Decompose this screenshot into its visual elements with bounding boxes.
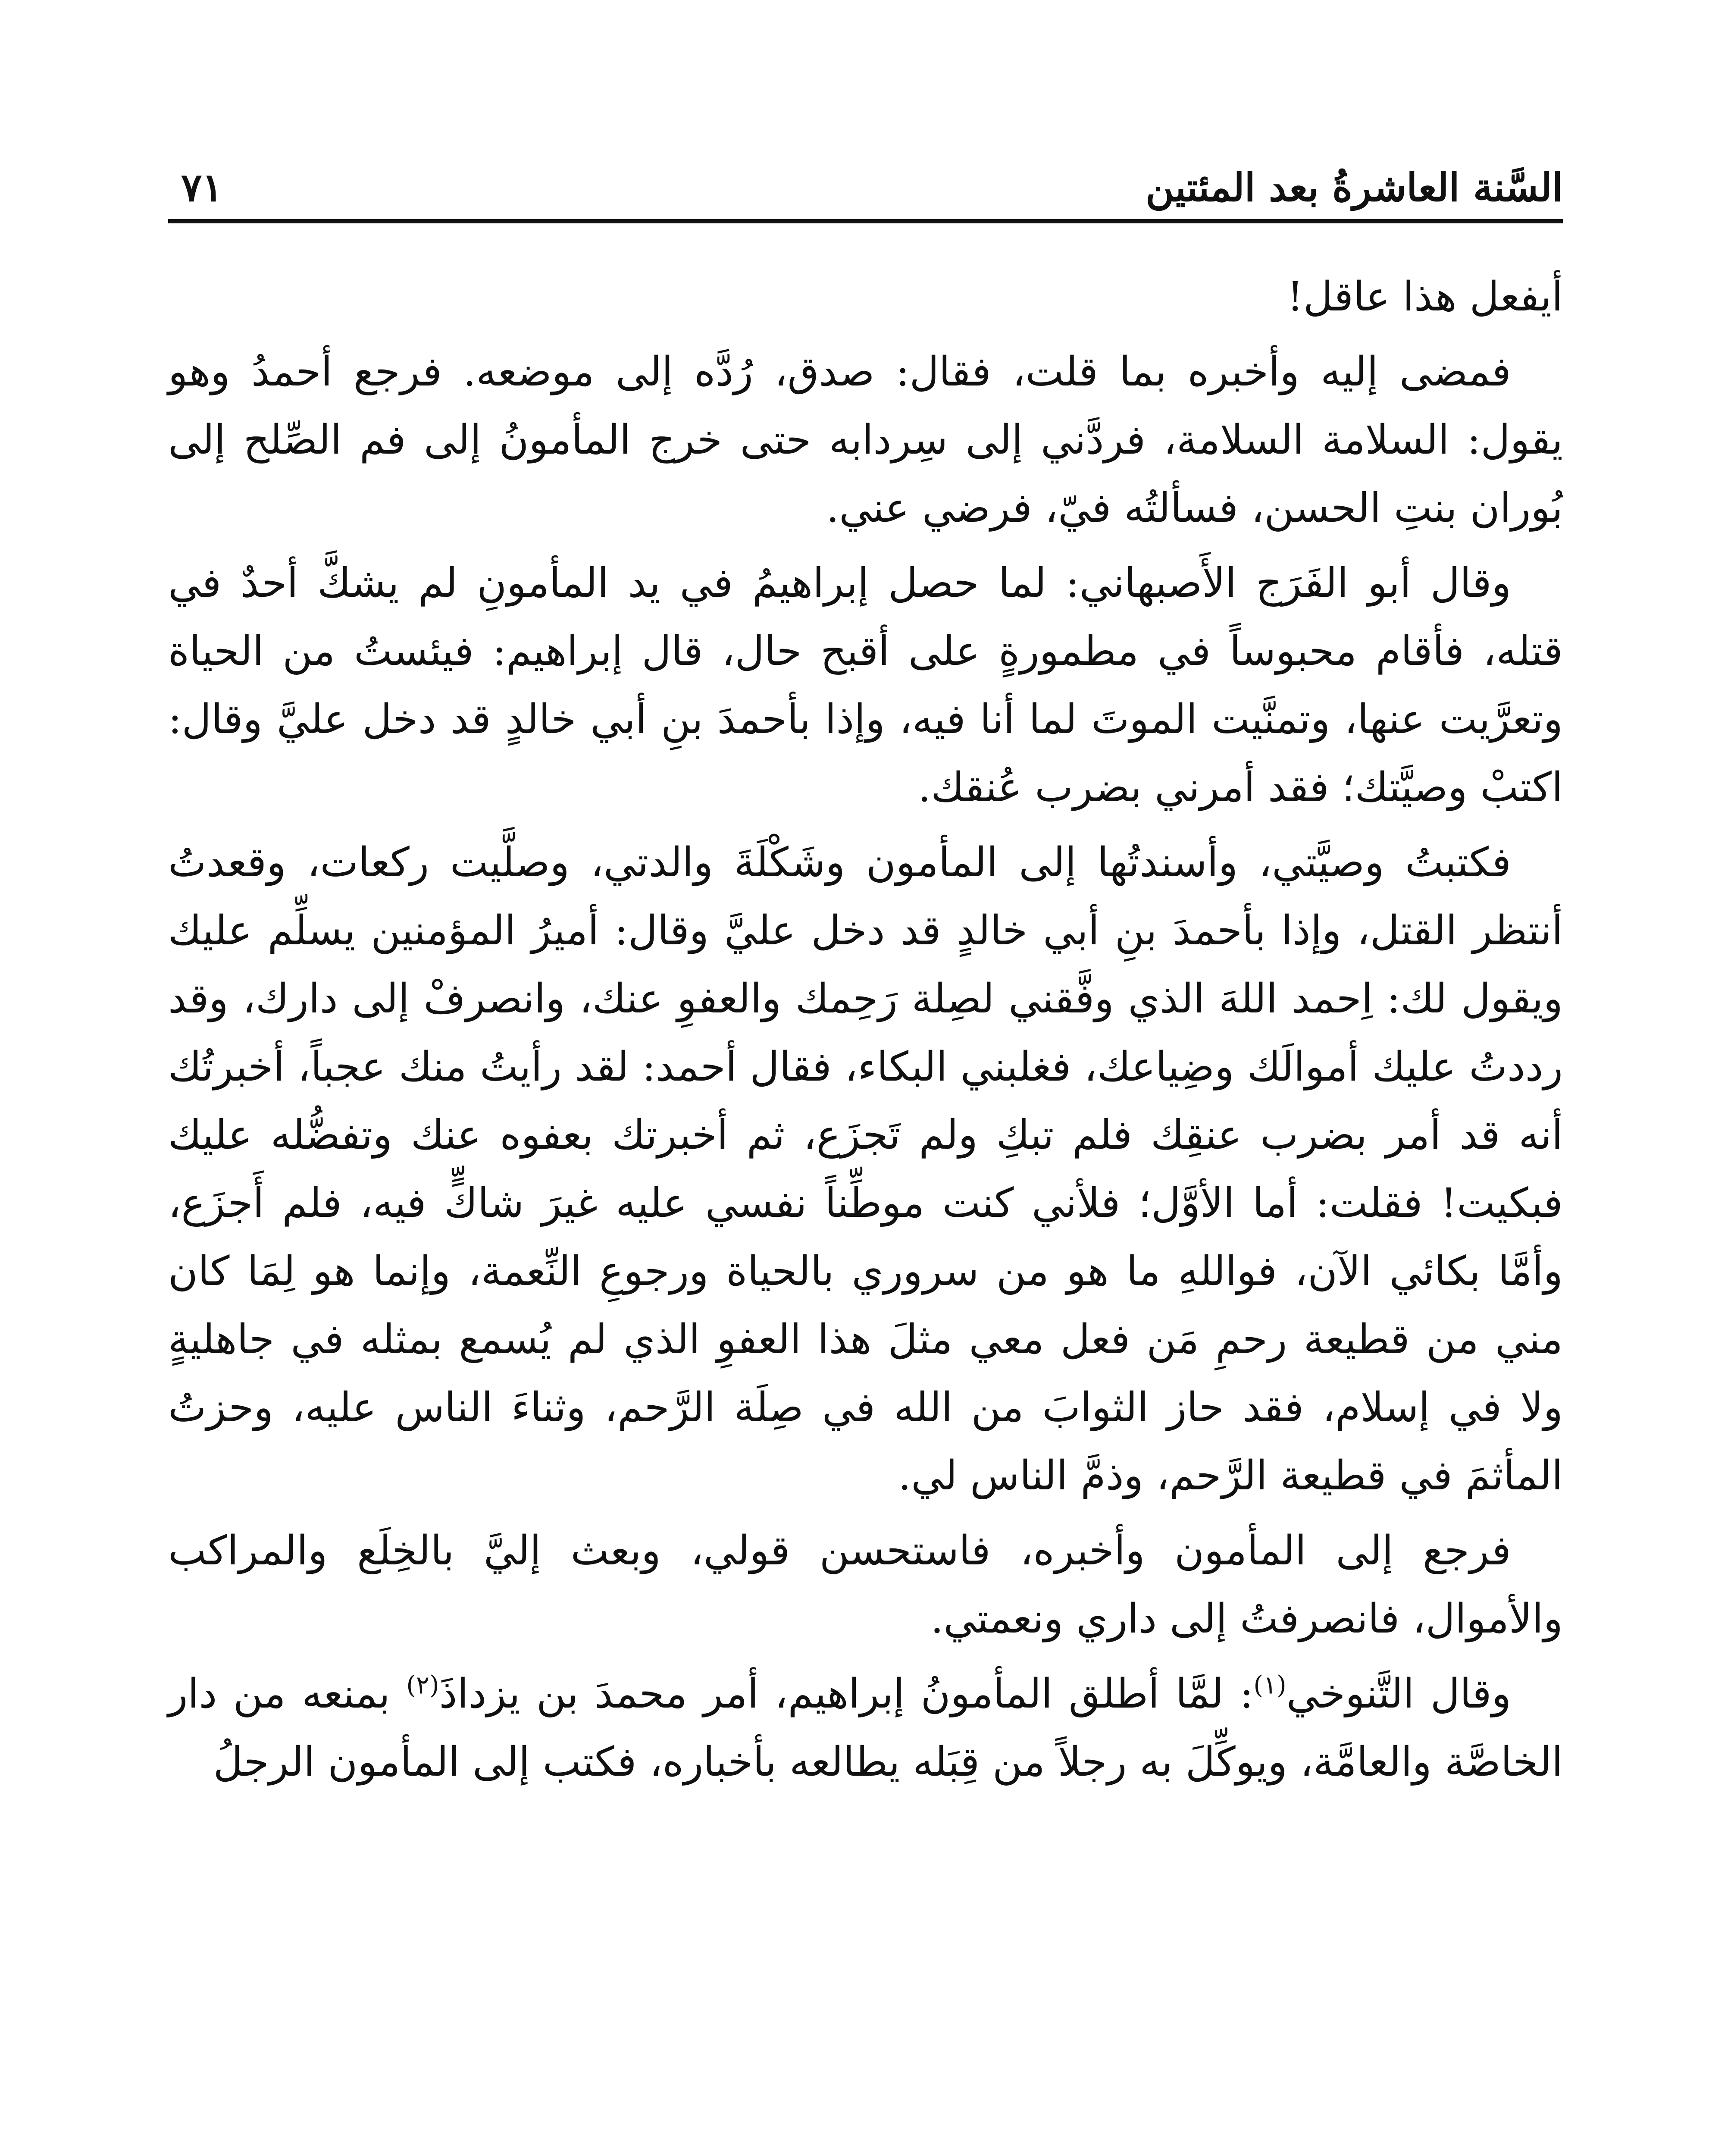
- running-title: السَّنة العاشرةُ بعد المئتين: [1146, 165, 1563, 210]
- paragraph-text: بمنعه من دار الخاصَّة والعامَّة، ويوكِّلَ به رجلاً من قِبَله يطالعه بأخباره، فكتب إلى المأمون الرجلُ: [168, 1670, 1563, 1786]
- paragraph-with-footnotes: [168, 1660, 1563, 1796]
- paragraph: فكتبتُ وصيَّتي، وأسندتُها إلى المأمون وشَكْلَةَ والدتي، وصلَّيت ركعات، وقعدتُ أنتظر القتل، وإذا بأحمدَ بنِ أبي خالدٍ قد دخل عليَّ وقال: أميرُ المؤمنين يسلِّم عليك ويقول لك: اِحمد اللهَ الذي وفَّقني لصِلة رَحِمك والعفوِ عنك، وانصرفْ إلى دارك، وقد رددتُ عليك أموالَك وضِياعك، فغلبني البكاء، فقال أحمد: لقد رأيتُ منك عجباً، أخبرتُك أنه قد أمر بضرب عنقِك فلم تبكِ ولم تَجزَع، ثم أخبرتك بعفوه عنك وتفضُّله عليك فبكيت! فقلت: أما الأوَّل؛ فلأني كنت موطِّناً نفسي عليه غيرَ شاكٍّ فيه، فلم أَجزَع، وأمَّا بكائي الآن، فواللهِ ما هو من سروري بالحياة ورجوعِ النِّعمة، وإنما هو لِمَا كان مني من قطيعة رحمِ مَن فعل معي مثلَ هذا العفوِ الذي لم يُسمع بمثله في جاهليةٍ ولا في إسلام، فقد حاز الثوابَ من الله في صِلَة الرَّحم، وثناءَ الناس عليه، وحزتُ المأثمَ في قطيعة الرَّحم، وذمَّ الناس لي.: [168, 839, 1563, 1499]
- paragraph-text: : لمَّا أطلق المأمونُ إبراهيم، أمر محمدَ بن يزداذَ: [439, 1670, 1254, 1717]
- page-number: ٧١: [181, 165, 223, 210]
- paragraph: أيفعل هذا عاقل!: [1287, 273, 1563, 320]
- paragraph: فرجع إلى المأمون وأخبره، فاستحسن قولي، وبعث إليَّ بالخِلَع والمراكب والأموال، فانصرفتُ إلى داري ونعمتي.: [168, 1527, 1563, 1642]
- paragraph: فمضى إليه وأخبره بما قلت، فقال: صدق، رُدَّه إلى موضعه. فرجع أحمدُ وهو يقول: السلامة السلامة، فردَّني إلى سِردابه حتى خرج المأمونُ إلى فم الصِّلح إلى بُوران بنتِ الحسن، فسألتُه فيّ، فرضي عني.: [168, 348, 1563, 532]
- paragraph: وقال أبو الفَرَج الأَصبهاني: لما حصل إبراهيمُ في يد المأمونِ لم يشكَّ أحدٌ في قتله، فأقام محبوساً في مطمورةٍ على أقبح حال، قال إبراهيم: فيئستُ من الحياة وتعرَّيت عنها، وتمنَّيت الموتَ لما أنا فيه، وإذا بأحمدَ بنِ أبي خالدٍ قد دخل عليَّ وقال: اكتبْ وصيَّتك؛ فقد أمرني بضرب عُنقك.: [168, 560, 1563, 811]
- footnote-reference-1[interactable]: (١): [1253, 1670, 1287, 1700]
- main-text: [168, 263, 1563, 1803]
- footnote-reference-2[interactable]: (٢): [406, 1670, 439, 1700]
- header-rule: [168, 219, 1563, 223]
- running-header: [181, 142, 1563, 210]
- paragraph-text: وقال التَّنوخي: [1286, 1670, 1511, 1717]
